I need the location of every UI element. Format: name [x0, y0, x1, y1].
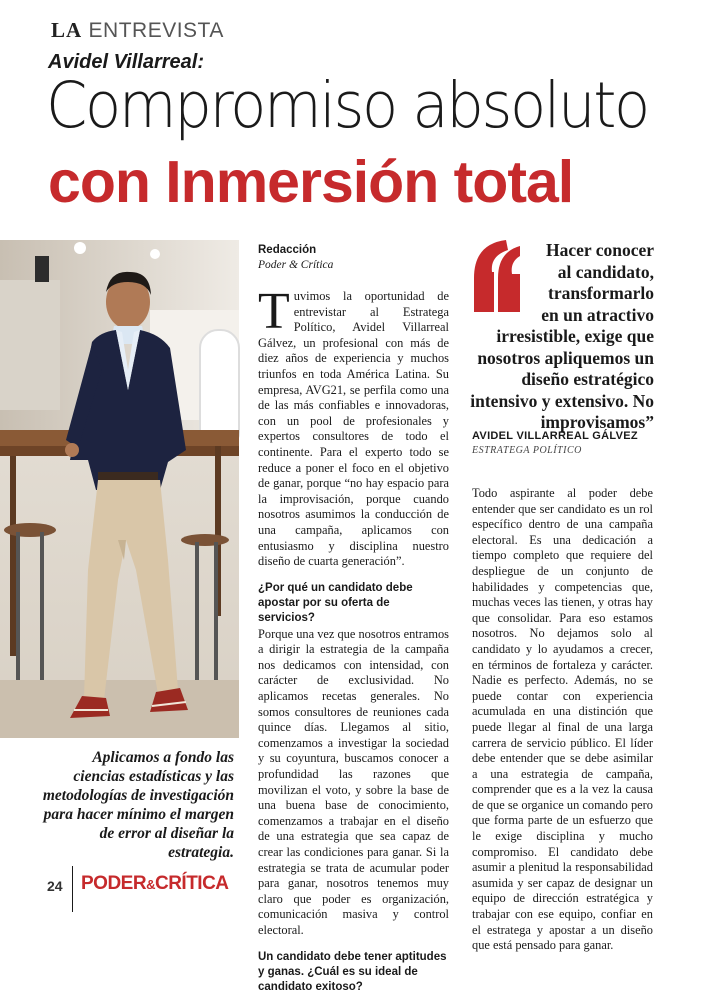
byline-author: Redacción — [258, 244, 317, 256]
portrait-photo — [0, 240, 239, 738]
section-label-light: ENTREVISTA — [88, 19, 224, 42]
quote-role: ESTRATEGA POLÍTICO — [472, 445, 582, 456]
footer-divider — [72, 866, 73, 912]
section-label-bold: LA — [51, 18, 83, 42]
byline — [258, 243, 333, 273]
article-column-right — [472, 486, 653, 965]
brand-logo — [81, 873, 229, 895]
headline-line-2: con Inmersión total — [48, 149, 574, 215]
pull-quote — [470, 240, 654, 434]
kicker: Avidel Villarreal: — [48, 51, 204, 73]
pull-quote-line-3: transformarlo — [548, 283, 654, 303]
section-label — [51, 18, 224, 43]
pull-quote-line-2: al candidato, — [557, 261, 654, 282]
answer-1: Porque una vez que nosotros entramos a dirigir la estrategia de la campaña nos dedicamos con intensidad, con carácter de exclusividad. No aplicamos recetas generales. No somos consultores de reuniones cada quince días. Llegamos al sitio, comenzamos a investigar la sociedad y su coyuntura, buscamos conocer a profundidad las razones que movilizan el voto, y sobre la base de una buena base de conocimiento, comenzamos a trabajar en el diseño de una estrategia que sea capaz de crear las condiciones para ganar. Si la estrategia se trata de acumular poder para ganar, nosotros tenemos muy claro que poder es organización, comunicación masiva y control electoral. — [258, 626, 449, 937]
brand-part-1: PODER — [81, 873, 147, 894]
pull-quote-line-4: en un atractivo — [541, 304, 654, 325]
page-number: 24 — [47, 878, 63, 894]
right-column-paragraph: Todo aspirante al poder debe entender que ser candidato es un rol específico dentro de una campaña electoral. Es una dedicación a tiempo completo que requiere del despliegue de un conjunto de habilidades y competencias que, muchas veces las tienen, y otras hay que consolidar. Para eso estamos nosotros. No dejamos solo al candidato y lo ayudamos a crecer, en términos de fortaleza y carácter. Nadie es perfecto. Además, no se puede contar con experiencia acumulada en una distinción que puede llegar al final de una larga carrera de servicio público. El líder debe entender que se debe asimilar a una estrategia de campaña, comprender que es a la vez la causa de que se organice un comando pero que forma parte de un esfuerzo que le exige disciplina y mucho compromiso. El candidato debe asumir a plenitud la responsabilidad asumida y ser capaz de designar un equipo de dirección estratégica y trabajar con ese equipo, confiar en el estratega y apostar a un diseño que está pensado para ganar. — [472, 486, 653, 953]
quote-author: AVIDEL VILLARREAL GÁLVEZ — [472, 430, 638, 442]
caption-quote: Aplicamos a fondo las ciencias estadísticas y las metodologías de investigación para hacer mínimo el margen de error al diseñar la estrategia. — [42, 749, 234, 861]
headline-line-1: Compromiso absoluto — [46, 69, 648, 142]
brand-ampersand: & — [146, 877, 155, 892]
byline-publication: Poder & Crítica — [258, 259, 334, 271]
intro-text: uvimos la oportunidad de entrevistar al Estratega Político, Avidel Villarreal Gálvez, un profesional con más de diez años de experiencia y muchos triunfos en toda América Latina. Su empresa, AVG21, se perfila como una de las más confiables e innovadoras, con un pool de profesionales y expertos consultores de todo el continente. Para el experto todo se reduce a poner el foco en el objetivo de ganar, porque “no hay espacio para la improvisación, porque cuando nosotros asumimos la conducción de una campaña, aplicamos con entusiasmo y disciplina nuestro diseño de cuarta generación”. — [258, 289, 449, 569]
drop-cap: T — [258, 283, 290, 340]
pull-quote-rest: irresistible, exige que nosotros apliquemos un diseño estratégico intensivo y extensivo. No improvisamos” — [470, 326, 654, 432]
pull-quote-line-1: Hacer conocer — [545, 240, 654, 260]
brand-part-2: CRÍTICA — [154, 873, 229, 894]
article-column-middle — [258, 283, 449, 996]
intro-paragraph — [258, 283, 449, 570]
question-2: Un candidato debe tener aptitudes y ganas. ¿Cuál es su ideal de candidato exitoso? — [258, 950, 447, 993]
question-1: ¿Por qué un candidato debe apostar por su oferta de servicios? — [258, 581, 413, 624]
